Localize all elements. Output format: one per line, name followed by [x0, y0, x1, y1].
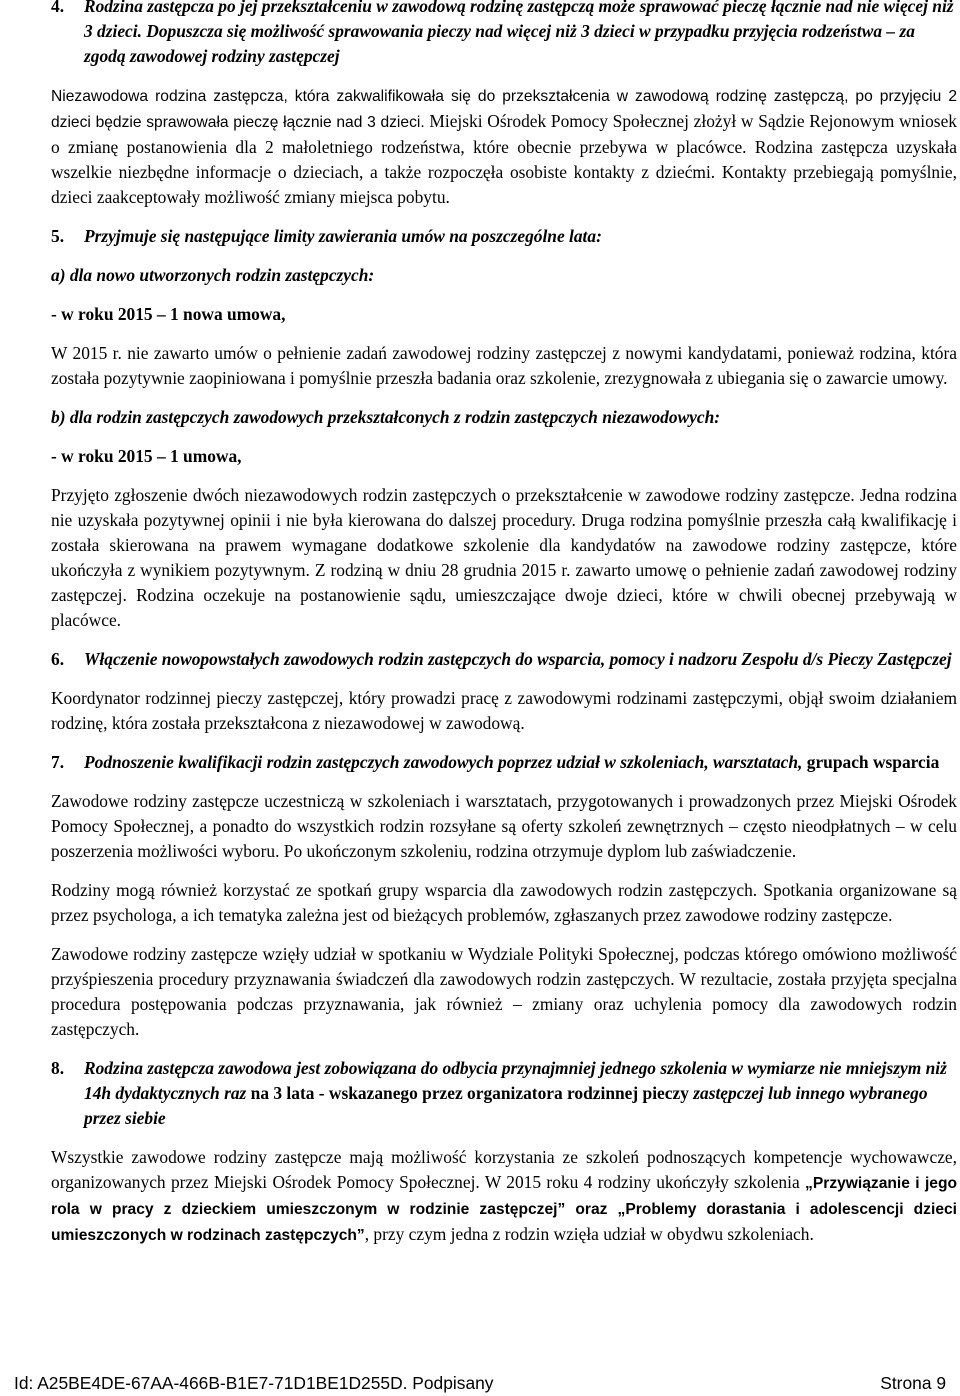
training-titles: „Przywiązanie i jego rola w pracy z dzieckiem umieszczonym w rodzinie zastępczej” oraz „Problemy dorastania i adolescencji dzieci umieszczonych w rodzinach zastępczych” [51, 1175, 957, 1244]
paragraph-text: Miejski Ośrodek Pomocy Społecznej złożył w Sądzie Rejonowym wniosek o zmianę postanowienia dla 2 małoletniego rodzeństwa, które obecnie przebywa w placówce. Rodzina zastępcza uzyskała wszelkie niezbędne informacje o dzieciach, a także rozpoczęła osobiste kontakty z dziećmi. Kontakty przebiegają pomyślnie, dzieci zaakceptowały możliwość zmiany miejsca pobytu. [51, 111, 957, 207]
section-title-part-2: na 3 lata - wskazanego przez organizatora rodzinnej pieczy [246, 1083, 694, 1103]
section-7-paragraph-3: Zawodowe rodziny zastępcze wzięły udział w spotkaniu w Wydziale Polityki Społecznej, podczas którego omówiono możliwość przyśpieszenia procedury przyznawania świadczeń dla zawodowych rodzin zastępczych. W rezultacie, została przyjęta specjalna procedura postępowania podczas przyznawania, jak również – zmiany oraz uchylenia pomocy dla zawodowych rodzin zastępczych. [51, 944, 957, 1039]
section-title-part-3: zastępczej lub innego wybranego przez siebie [84, 1083, 928, 1128]
page-content [51, 0, 957, 1248]
section-title: Włączenie nowopowstałych zawodowych rodzin zastępczych do wsparcia, pomocy i nadzoru Zespołu d/s Pieczy Zastępczej [84, 649, 952, 669]
paragraph-text: Wszystkie zawodowe rodziny zastępcze mają możliwość korzystania ze szkoleń podnoszących kompetencje wychowawcze, organizowanych przez Miejski Ośrodek Pomocy Społecznej. W 2015 roku 4 rodziny ukończyły szkolenia [51, 1147, 957, 1192]
section-7-paragraph-2: Rodziny mogą również korzystać ze spotkań grupy wsparcia dla zawodowych rodzin zastępczych. Spotkania organizowane są przez psychologa, a ich tematyka zależna jest od bieżących problemów, zgłaszanych przez zawodowe rodziny zastępcze. [51, 880, 957, 925]
section-title: Przyjmuje się następujące limity zawierania umów na poszczególne lata: [84, 226, 602, 246]
subsection-b-heading: b) dla rodzin zastępczych zawodowych przekształconych z rodzin zastępczych niezawodowych: [51, 407, 721, 427]
paragraph-sans: Niezawodowa rodzina zastępcza, która zakwalifikowała się do przekształcenia w zawodową rodzinę zastępczą, po przyjęciu 2 dzieci będzie sprawowała pieczę łącznie nad 3 dzieci. [51, 88, 957, 131]
section-title-italic: Podnoszenie kwalifikacji rodzin zastępczych zawodowych poprzez udział w szkoleniach, warsztatach, [84, 752, 803, 772]
section-title: Rodzina zastępcza po jej przekształceniu w zawodową rodzinę zastępczą może sprawować pieczę łącznie nad nie więcej niż 3 dzieci. Dopuszcza się możliwość sprawowania pieczy nad więcej niż 3 dzieci w przypadku przyjęcia rodzeństwa – za zgodą zawodowej rodziny zastępczej [84, 0, 954, 66]
subsection-a-heading: a) dla nowo utworzonych rodzin zastępczych: [51, 265, 375, 285]
section-4-body [51, 83, 957, 210]
section-number: 6. [51, 649, 65, 669]
section-5-heading [51, 224, 957, 249]
section-7-paragraph-1: Zawodowe rodziny zastępcze uczestniczą w szkoleniach i warsztatach, przygotowanych i prowadzonych przez Miejski Ośrodek Pomocy Społecznej, a ponadto do wszystkich rodzin rozsyłane są oferty szkoleń zewnętrznych – często nieodpłatnych – w celu poszerzenia możliwości wyboru. Po ukończonym szkoleniu, rodzina otrzymuje dyplom lub zaświadczenie. [51, 791, 957, 861]
section-7-heading [51, 750, 957, 775]
section-title [84, 1056, 957, 1131]
section-title-part-1: Rodzina zastępcza zawodowa jest zobowiązana do odbycia przynajmniej jednego szkolenia w wymiarze nie mniejszym niż 14h dydaktycznych raz [84, 1058, 947, 1103]
section-number: 4. [51, 0, 65, 16]
subsection-a-text: W 2015 r. nie zawarto umów o pełnienie zadań zawodowej rodziny zastępczej z nowymi kandydatami, ponieważ rodzina, która została pozytywnie zaopiniowana i pomyślnie przeszła badania oraz szkolenie, zrezygnowała z ubiegania się o zawarcie umowy. [51, 343, 957, 388]
section-number: 7. [51, 752, 65, 772]
section-number: 5. [51, 226, 65, 246]
subsection-b-text: Przyjęto zgłoszenie dwóch niezawodowych rodzin zastępczych o przekształcenie w zawodowe rodziny zastępcze. Jedna rodzina nie uzyskała pozytywnej opinii i nie była kierowana do dalszej procedury. Druga rodzina pomyślnie przeszła całą kwalifikację i została skierowana na prawem wymagane dodatkowe szkolenie dla kandydatów na zawodowe rodziny zastępcze, które ukończyła z wynikiem pozytywnym. Z rodziną w dniu 28 grudnia 2015 r. zawarto umowę o pełnienie zadań zawodowej rodziny zastępczej. Rodzina oczekuje na postanowienie sądu, umieszczające dwoje dzieci, które w chwili obecnej przebywają w placówce. [51, 485, 957, 630]
paragraph-text: , przy czym jedna z rodzin wzięła udział w obydwu szkoleniach. [364, 1224, 814, 1244]
section-8-paragraph [51, 1145, 957, 1248]
section-4-heading [51, 0, 957, 69]
page-number: Strona 9 [880, 1373, 946, 1393]
subsection-a-limit: - w roku 2015 – 1 nowa umowa, [51, 304, 286, 324]
page-footer [14, 1371, 946, 1396]
section-title-plain: grupach wsparcia [802, 752, 940, 772]
section-6-body: Koordynator rodzinnej pieczy zastępczej, który prowadzi pracę z zawodowymi rodzinami zastępczymi, objął swoim działaniem rodzinę, która została przekształcona z niezawodowej w zawodową. [51, 688, 957, 733]
document-id: Id: A25BE4DE-67AA-466B-B1E7-71D1BE1D255D. Podpisany [14, 1373, 494, 1393]
section-number: 8. [51, 1058, 65, 1078]
section-6-heading [51, 647, 957, 672]
subsection-b-limit: - w roku 2015 – 1 umowa, [51, 446, 242, 466]
section-title [84, 750, 957, 775]
section-8-heading [51, 1056, 957, 1131]
